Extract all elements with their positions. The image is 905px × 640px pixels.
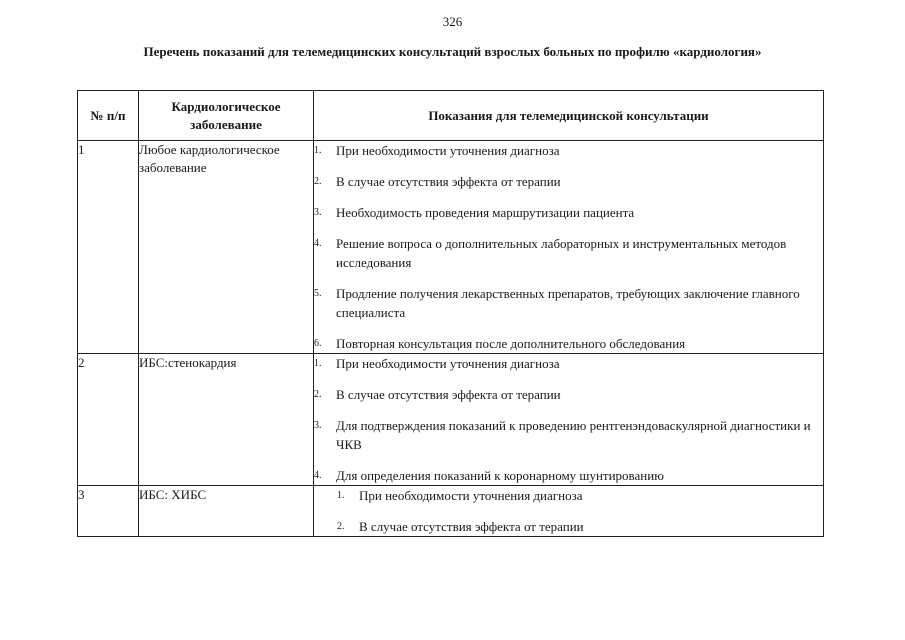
item-number: 4. — [314, 470, 322, 481]
item-number: 1. — [314, 358, 322, 369]
item-text: Продление получения лекарственных препаратов, требующих заключение главного специалиста — [336, 286, 800, 320]
item-text: При необходимости уточнения диагноза — [336, 356, 560, 371]
item-number: 1. — [314, 145, 322, 156]
indications-cell — [314, 141, 824, 354]
item-text: Для определения показаний к коронарному шунтированию — [336, 468, 664, 483]
item-number: 5. — [314, 288, 322, 299]
item-text: В случае отсутствия эффекта от терапии — [359, 519, 584, 534]
row-number: 2 — [78, 354, 139, 486]
row-number: 1 — [78, 141, 139, 354]
table-row — [78, 141, 824, 354]
list-item — [314, 141, 823, 160]
header-num: № п/п — [78, 91, 139, 141]
item-number: 1. — [337, 490, 345, 501]
item-number: 6. — [314, 338, 322, 349]
item-number: 2. — [337, 521, 345, 532]
list-item — [337, 517, 823, 536]
item-text: При необходимости уточнения диагноза — [359, 488, 583, 503]
page-number: 326 — [442, 14, 463, 29]
list-item — [314, 354, 823, 373]
table-row — [78, 354, 824, 486]
item-text: В случае отсутствия эффекта от терапии — [336, 387, 561, 402]
list-item — [314, 284, 823, 322]
list-item — [314, 416, 823, 454]
indications-list — [314, 141, 823, 353]
row-number: 3 — [78, 486, 139, 537]
indications-cell — [314, 486, 824, 537]
document-title: Перечень показаний для телемедицинских консультаций взрослых больных по профилю «кардиология» — [143, 44, 762, 59]
indications-cell — [314, 354, 824, 486]
item-text: Необходимость проведения маршрутизации пациента — [336, 205, 635, 220]
list-item — [314, 466, 823, 485]
list-item — [314, 172, 823, 191]
indications-list — [314, 354, 823, 485]
list-item — [314, 234, 823, 272]
item-text: При необходимости уточнения диагноза — [336, 143, 560, 158]
list-item — [314, 385, 823, 404]
table-header-row — [78, 91, 824, 141]
list-item — [314, 334, 823, 353]
item-number: 3. — [314, 420, 322, 431]
indications-list — [337, 486, 823, 536]
disease-name: ИБС: ХИБС — [139, 486, 314, 537]
disease-name: Любое кардиологическое заболевание — [139, 141, 314, 354]
item-number: 3. — [314, 207, 322, 218]
list-item — [314, 203, 823, 222]
item-number: 4. — [314, 238, 322, 249]
disease-name: ИБС:стенокардия — [139, 354, 314, 486]
header-disease: Кардиологическое заболевание — [139, 91, 314, 141]
table-row — [78, 486, 824, 537]
header-indications: Показания для телемедицинской консультации — [314, 91, 824, 141]
item-number: 2. — [314, 389, 322, 400]
item-text: Решение вопроса о дополнительных лабораторных и инструментальных методов исследования — [336, 236, 787, 270]
item-text: Для подтверждения показаний к проведению рентгенэндоваскулярной диагностики и ЧКВ — [336, 418, 811, 452]
item-number: 2. — [314, 176, 322, 187]
item-text: Повторная консультация после дополнительного обследования — [336, 336, 686, 351]
item-text: В случае отсутствия эффекта от терапии — [336, 174, 561, 189]
list-item — [337, 486, 823, 505]
indications-table — [77, 90, 824, 537]
